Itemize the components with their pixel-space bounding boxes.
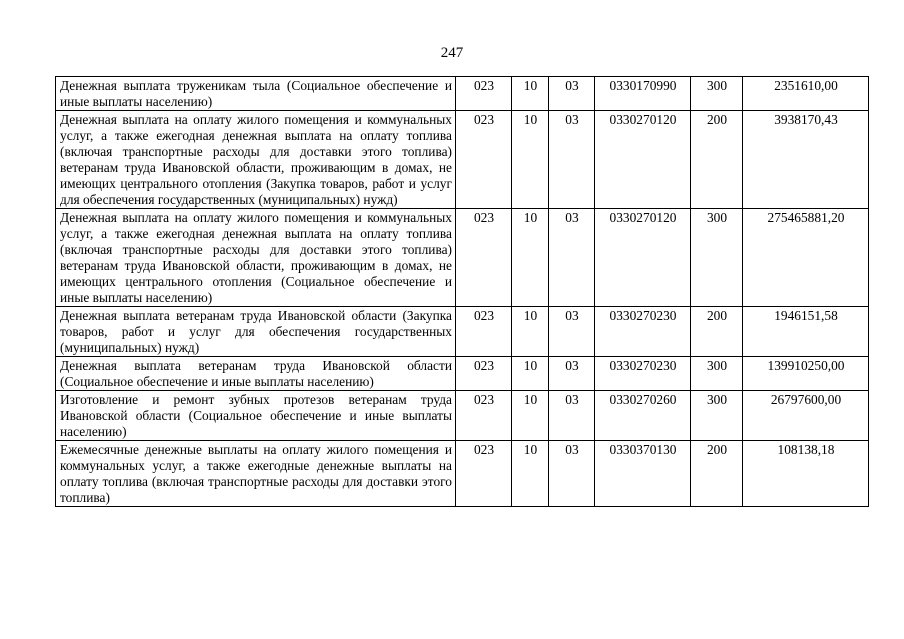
row-description: Денежная выплата труженикам тыла (Социальное обеспечение и иные выплаты населению) — [56, 77, 456, 111]
subsection-code: 03 — [549, 77, 595, 111]
subsection-code: 03 — [549, 111, 595, 209]
section-code: 10 — [512, 209, 549, 307]
expense-type-code: 300 — [691, 391, 743, 441]
row-description: Денежная выплата на оплату жилого помещения и коммунальных услуг, а также ежегодная денежная выплата на оплату топлива (включая транспортные расходы для доставки этого топлива) ветеранам труда Ивановской области, проживающим в домах, не имеющих центрального отопления (Социальное обеспечение и иные выплаты населению) — [56, 209, 456, 307]
amount: 108138,18 — [743, 441, 869, 507]
table-row — [56, 441, 869, 507]
row-description: Ежемесячные денежные выплаты на оплату жилого помещения и коммунальных услуг, а также ежегодные денежные выплаты на оплату топлива (включая транспортные расходы для доставки этого топлива) — [56, 441, 456, 507]
expense-type-code: 300 — [691, 77, 743, 111]
amount: 26797600,00 — [743, 391, 869, 441]
expense-type-code: 200 — [691, 441, 743, 507]
amount: 275465881,20 — [743, 209, 869, 307]
subsection-code: 03 — [549, 357, 595, 391]
target-article-code: 0330270230 — [595, 357, 691, 391]
table-row — [56, 111, 869, 209]
table-row — [56, 307, 869, 357]
ministry-code: 023 — [456, 357, 512, 391]
ministry-code: 023 — [456, 441, 512, 507]
amount: 1946151,58 — [743, 307, 869, 357]
row-description: Денежная выплата на оплату жилого помещения и коммунальных услуг, а также ежегодная денежная выплата на оплату топлива (включая транспортные расходы для доставки этого топлива) ветеранам труда Ивановской области, проживающим в домах, не имеющих центрального отопления (Закупка товаров, работ и услуг для обеспечения государственных (муниципальных) нужд) — [56, 111, 456, 209]
table-row — [56, 391, 869, 441]
budget-table — [55, 76, 869, 507]
table-row — [56, 209, 869, 307]
section-code: 10 — [512, 357, 549, 391]
amount: 139910250,00 — [743, 357, 869, 391]
ministry-code: 023 — [456, 391, 512, 441]
row-description: Денежная выплата ветеранам труда Ивановской области (Социальное обеспечение и иные выплаты населению) — [56, 357, 456, 391]
subsection-code: 03 — [549, 391, 595, 441]
ministry-code: 023 — [456, 77, 512, 111]
page-number: 247 — [440, 45, 464, 61]
subsection-code: 03 — [549, 307, 595, 357]
target-article-code: 0330370130 — [595, 441, 691, 507]
section-code: 10 — [512, 307, 549, 357]
target-article-code: 0330270260 — [595, 391, 691, 441]
target-article-code: 0330170990 — [595, 77, 691, 111]
amount: 3938170,43 — [743, 111, 869, 209]
amount: 2351610,00 — [743, 77, 869, 111]
section-code: 10 — [512, 441, 549, 507]
subsection-code: 03 — [549, 209, 595, 307]
ministry-code: 023 — [456, 209, 512, 307]
target-article-code: 0330270120 — [595, 209, 691, 307]
target-article-code: 0330270120 — [595, 111, 691, 209]
section-code: 10 — [512, 111, 549, 209]
row-description: Изготовление и ремонт зубных протезов ветеранам труда Ивановской области (Социальное обеспечение и иные выплаты населению) — [56, 391, 456, 441]
expense-type-code: 200 — [691, 111, 743, 209]
expense-type-code: 200 — [691, 307, 743, 357]
table-row — [56, 77, 869, 111]
section-code: 10 — [512, 77, 549, 111]
target-article-code: 0330270230 — [595, 307, 691, 357]
ministry-code: 023 — [456, 111, 512, 209]
expense-type-code: 300 — [691, 209, 743, 307]
row-description: Денежная выплата ветеранам труда Ивановской области (Закупка товаров, работ и услуг для обеспечения государственных (муниципальных) нужд) — [56, 307, 456, 357]
subsection-code: 03 — [549, 441, 595, 507]
section-code: 10 — [512, 391, 549, 441]
ministry-code: 023 — [456, 307, 512, 357]
expense-type-code: 300 — [691, 357, 743, 391]
table-row — [56, 357, 869, 391]
